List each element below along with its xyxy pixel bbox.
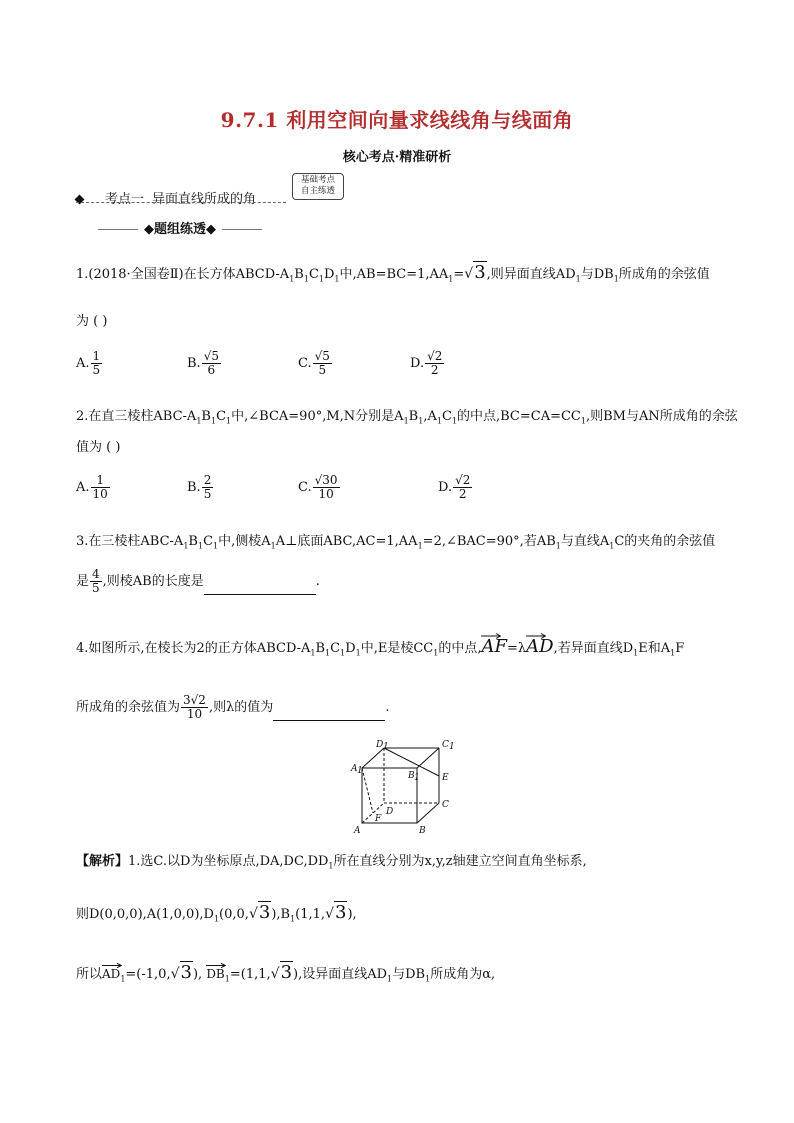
label-f: F — [375, 814, 382, 824]
q2-line1: 2.在直三棱柱ABC-$A_1B_1C_1$中,∠BCA=90°,M,N分别是$A_1B_1,A_1C_1$的中点$,BC=CA=CC_1$,则BM与AN所成角的余弦 — [76, 409, 738, 426]
q3-answer-blank[interactable] — [204, 594, 316, 595]
vector-af: AF — [481, 636, 507, 657]
q4-line1: 4.如图所示,在棱长为2的正方体ABCD-$A_1B_1C_1D_1$中,E是棱$CC_1$的中点, AF=λ AD,若异面直线$D_1E$和$A_1F$ — [76, 636, 684, 658]
section-label: 考点一 — [105, 192, 145, 207]
sqrt-symbol: √3 — [464, 262, 486, 283]
label-a: A — [354, 826, 361, 836]
q4-answer-blank[interactable] — [273, 720, 385, 721]
svg-text:1: 1 — [414, 773, 420, 783]
label-a1: A — [351, 764, 358, 774]
page-title: 9.7.1 利用空间向量求线线角与线面角 — [220, 108, 574, 132]
edge-a1-d1 — [362, 748, 384, 768]
page-subtitle: 核心考点·精准研析 — [342, 150, 452, 165]
label-e: E — [442, 773, 449, 783]
q2-option-b[interactable]: B. $\frac{2}{5}$ — [187, 473, 212, 502]
section-heading — [76, 188, 256, 207]
solution-tag: 【解析】 — [76, 854, 129, 869]
label-c: C — [442, 800, 449, 810]
segment-a1-f — [362, 768, 373, 813]
q2-option-d[interactable]: D. $\frac{√2}{2}$ — [438, 473, 471, 502]
svg-text:1: 1 — [357, 766, 363, 776]
vector-ad: AD — [526, 636, 553, 657]
svg-text:1: 1 — [449, 742, 455, 752]
group-rule-left — [98, 229, 138, 230]
label-d: D — [386, 807, 394, 817]
q1-line2: 为 ( ) — [76, 314, 108, 329]
q1-option-a[interactable]: A. $\frac{1}{5}$ — [76, 349, 101, 378]
q1-line1: 1.(2018·全国卷Ⅱ)在长方体ABCD-$A_1B_1C_1D_1$中$,AB=BC=1,AA_1=√3$,则异面直线$AD_1$与$DB_1$所成角的余弦值 — [76, 262, 710, 284]
q1-option-b[interactable]: B. $\frac{√5}{6}$ — [187, 349, 219, 378]
label-c1: C — [442, 740, 449, 750]
section-name: 异面直线所成的角 — [152, 192, 257, 207]
q2-line2: 值为 ( ) — [76, 440, 121, 455]
q2-option-c[interactable]: C. $\frac{√30}{10}$ — [298, 473, 338, 502]
section-badge — [292, 173, 344, 200]
group-rule-right — [222, 229, 262, 230]
q3-line1: 3.在三棱柱ABC-$A_1B_1C_1$中,侧棱$A_1A\perp$底面$ABC,AC=1,AA_1=2,\angle BAC=90^\circ$,若$AB_1$与直线$A_1C$的夹角的余弦值 — [76, 534, 716, 551]
q1-option-d[interactable]: D. $\frac{√2}{2}$ — [410, 349, 443, 378]
solution-line1: 【解析】1.选C.以D为坐标原点$,DA,DC,DD_1$所在直线分别为x,y,z轴建立空间直角坐标系, — [76, 854, 587, 871]
section-divider — [76, 202, 286, 203]
solution-line2: 则$D(0,0,0),A(1,0,0),D_1(0,0,√3),B_1(1,1,√3)$, — [76, 902, 357, 924]
edge-b-c — [417, 803, 439, 823]
vector-ad1: $AD_1$ — [102, 967, 125, 983]
q1-option-c[interactable]: C. $\frac{√5}{5}$ — [298, 349, 330, 378]
group-label: 题组练透 — [154, 222, 207, 237]
vector-db1: $DB_1$ — [206, 967, 230, 983]
cube-figure — [350, 740, 460, 836]
badge-line-2: 自主练透 — [300, 186, 335, 196]
solution-line3: 所以 $AD_1=(-1,0,√3)$, $DB_1=(1,1,√3)$,设异面直线$AD_1$与$DB_1$所成角为α, — [76, 962, 496, 984]
edge-b1-c1 — [417, 748, 439, 768]
q3-line2: 是 $\frac{4}{5}$ ,则棱AB的长度是 . — [76, 567, 320, 596]
badge-line-1: 基础考点 — [300, 175, 335, 185]
label-b: B — [419, 826, 426, 836]
q4-line2: 所成角的余弦值为 $\frac{3√2}{10}$ ,则λ的值为 . — [76, 693, 390, 722]
q2-option-a[interactable]: A. $\frac{1}{10}$ — [76, 473, 108, 502]
label-b1: B — [408, 771, 415, 781]
group-heading: ◆题组练透◆ — [92, 218, 268, 237]
svg-text:1: 1 — [383, 742, 389, 752]
label-d1: D — [376, 740, 384, 750]
